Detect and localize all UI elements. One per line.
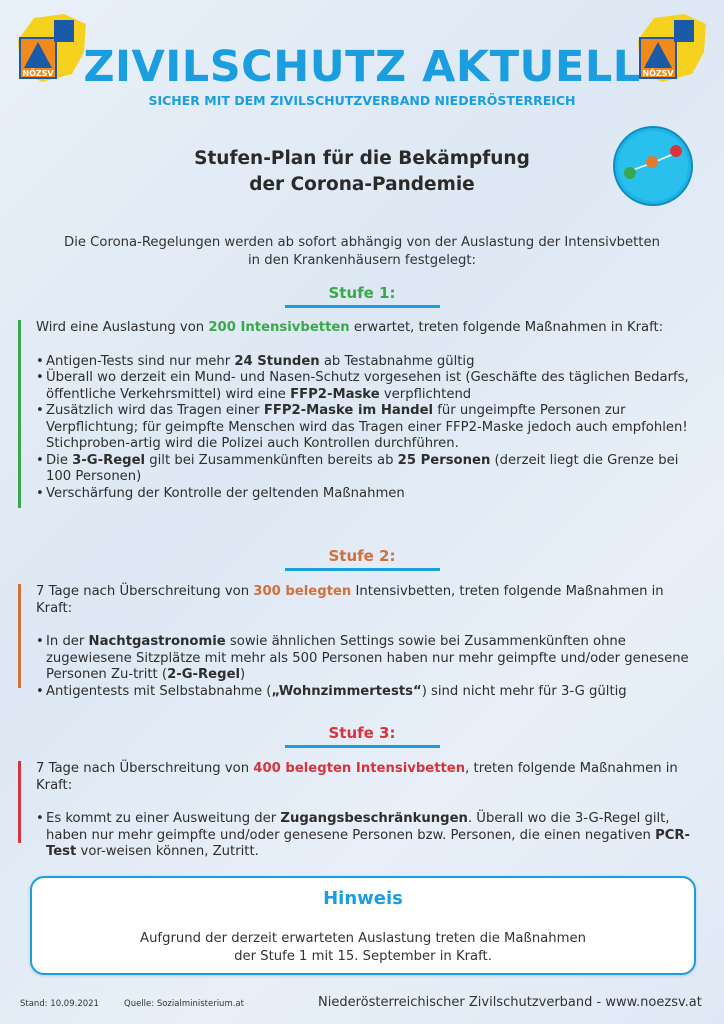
stufe-3-section <box>18 761 698 859</box>
hinweis-title: Hinweis <box>323 888 403 909</box>
list-item: • Zusätzlich wird das Tragen einer FFP2-Maske im Handel für ungeimpfte Personen zur Verpflichtung; für geimpfte Menschen wird das Tragen einer FFP2-Maske jedoch auch empfohlen! Stichproben-artig wird die Polizei auch Kontrollen durchführen. <box>36 403 696 453</box>
stufe-2-list <box>36 634 696 700</box>
intro-line-2: in den Krankenhäusern festgelegt: <box>248 253 476 268</box>
stufe-3-list <box>36 811 696 861</box>
list-item: • In der Nachtgastronomie sowie ähnlichen Settings sowie bei Zusammenkünften ohne zugewiesene Sitzplätze mit mehr als 500 Personen haben nur mehr geimpfte und/oder genesene Personen Zu-tritt (2-G-Regel) <box>36 634 696 684</box>
logo-text: NÖZSV <box>22 69 54 78</box>
page-subtitle: SICHER MIT DEM ZIVILSCHUTZVERBAND NIEDERÖSTERREICH <box>148 93 576 108</box>
list-item: • Antigentests mit Selbstabnahme („Wohnzimmertests“) sind nicht mehr für 3-G gültig <box>36 684 696 701</box>
hinweis-box <box>30 876 696 975</box>
footer-stand: Stand: 10.09.2021 <box>20 999 99 1009</box>
intro-line-1: Die Corona-Regelungen werden ab sofort abhängig von der Auslastung der Intensivbetten <box>64 235 660 250</box>
heading-line-2: der Corona-Pandemie <box>249 174 475 195</box>
stufe-3-title: Stufe 3: <box>328 724 396 742</box>
hinweis-text <box>32 930 694 966</box>
stufe-2-bar <box>18 584 21 688</box>
stufe-2-content <box>36 584 696 700</box>
stufe-1-content <box>36 320 696 502</box>
stufe-1-lead: Wird eine Auslastung von 200 Intensivbetten erwartet, treten folgende Maßnahmen in Kraft: <box>36 320 664 335</box>
stufe-2-underline <box>285 568 440 571</box>
page-title: ZIVILSCHUTZ AKTUELL <box>83 42 641 92</box>
stufe-3-bar <box>18 761 21 843</box>
stufe-2-section <box>18 584 698 699</box>
list-item: • Überall wo derzeit ein Mund- und Nasen-Schutz vorgesehen ist (Geschäfte des täglichen Bedarfs, öffentliche Verkehrsmittel) wird eine FFP2-Maske verpflichtend <box>36 370 696 403</box>
stufe-1-title: Stufe 1: <box>328 284 396 302</box>
stufe-1-section <box>18 320 698 510</box>
heading-line-1: Stufen-Plan für die Bekämpfung <box>194 148 530 169</box>
stufe-2-lead: 7 Tage nach Überschreitung von 300 belegten Intensivbetten, treten folgende Maßnahmen in Kraft: <box>36 584 664 616</box>
stufe-2-title: Stufe 2: <box>328 547 396 565</box>
stufe-3-lead: 7 Tage nach Überschreitung von 400 belegten Intensivbetten, treten folgende Maßnahmen in Kraft: <box>36 761 678 793</box>
hinweis-line-2: der Stufe 1 mit 15. September in Kraft. <box>234 949 492 964</box>
list-item: • Verschärfung der Kontrolle der geltenden Maßnahmen <box>36 486 696 503</box>
stufe-1-underline <box>285 305 440 308</box>
intro-text <box>0 234 724 270</box>
stufe-1-list <box>36 354 696 503</box>
traffic-light-icon <box>612 125 694 207</box>
footer-organization: Niederösterreichischer Zivilschutzverband - www.noezsv.at <box>318 995 702 1010</box>
list-item: • Antigen-Tests sind nur mehr 24 Stunden ab Testabnahme gültig <box>36 354 696 371</box>
footer-quelle: Quelle: Sozialministerium.at <box>124 999 244 1009</box>
stufe-1-bar <box>18 320 21 508</box>
list-item: • Die 3-G-Regel gilt bei Zusammenkünften bereits ab 25 Personen (derzeit liegt die Grenze bei 100 Personen) <box>36 453 696 486</box>
stufe-3-underline <box>285 745 440 748</box>
stufe-3-content <box>36 761 696 861</box>
hinweis-line-1: Aufgrund der derzeit erwarteten Auslastung treten die Maßnahmen <box>140 931 586 946</box>
list-item: • Es kommt zu einer Ausweitung der Zugangsbeschränkungen. Überall wo die 3-G-Regel gilt, haben nur mehr geimpfte und/oder genesene Personen bzw. Personen, die einen negativen PCR-Test vor-weisen können, Zutritt. <box>36 811 696 861</box>
logo-text: NÖZSV <box>642 69 674 78</box>
